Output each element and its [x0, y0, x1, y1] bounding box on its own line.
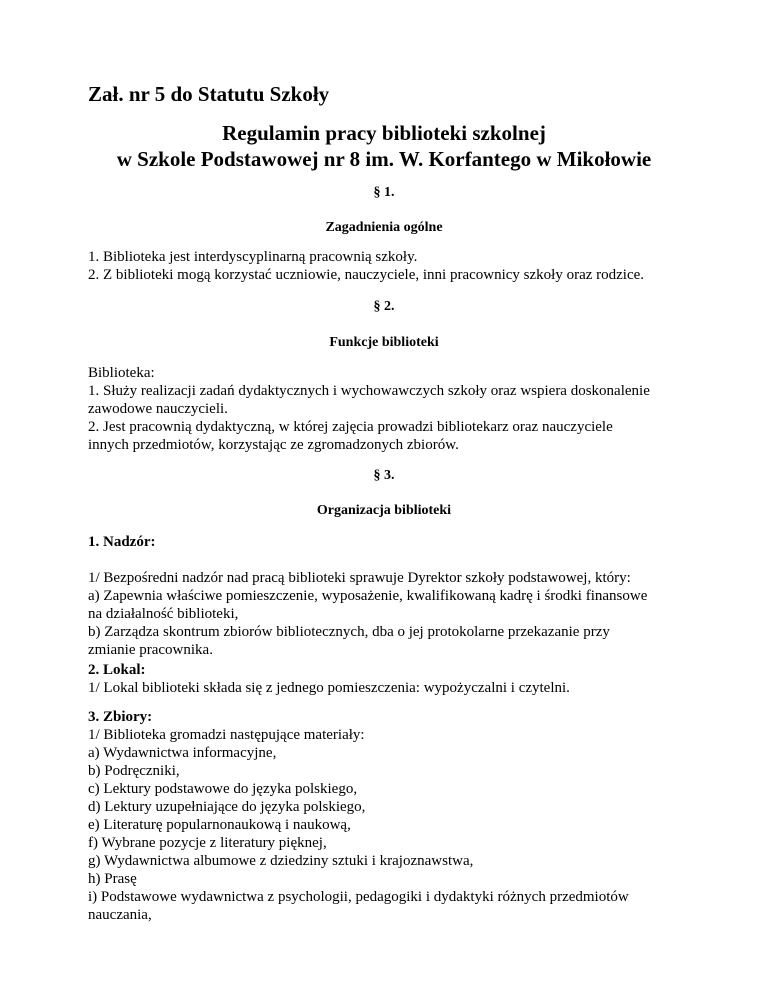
text-line: zmianie pracownika. — [88, 642, 213, 658]
section-3-symbol: § 3. — [373, 468, 395, 483]
list-item: e) Literaturę popularnonaukową i naukową, — [88, 817, 351, 833]
section-1-text — [88, 248, 688, 284]
list-item: c) Lektury podstawowe do języka polskiego, — [88, 781, 358, 797]
title-line-2: w Szkole Podstawowej nr 8 im. W. Korfantego w Mikołowie — [116, 147, 652, 171]
text-line: 1. Biblioteka jest interdyscyplinarną pracownią szkoły. — [88, 249, 418, 265]
section-1-heading: Zagadnienia ogólne — [325, 220, 443, 235]
list-item: nauczania, — [88, 907, 152, 923]
attachment-label: Zał. nr 5 do Statutu Szkoły — [88, 82, 330, 106]
text-line: zawodowe nauczycieli. — [88, 401, 228, 417]
section-1-symbol: § 1. — [373, 185, 395, 200]
list-item: f) Wybrane pozycje z literatury pięknej, — [88, 835, 327, 851]
section-2-text — [88, 364, 688, 454]
text-line: Biblioteka: — [88, 365, 155, 381]
list-item: g) Wydawnictwa albumowe z dziedziny sztuki i krajoznawstwa, — [88, 853, 474, 869]
list-item: d) Lektury uzupełniające do języka polskiego, — [88, 799, 366, 815]
title-line-1: Regulamin pracy biblioteki szkolnej — [222, 121, 546, 145]
list-item: b) Podręczniki, — [88, 763, 180, 779]
zbiory-text — [88, 726, 688, 924]
section-2-symbol: § 2. — [373, 299, 395, 314]
text-line: b) Zarządza skontrum zbiorów bibliotecznych, dba o jej protokolarne przekazanie przy — [88, 624, 610, 640]
text-line: 1/ Biblioteka gromadzi następujące materiały: — [88, 727, 365, 743]
text-line: na działalność biblioteki, — [88, 606, 239, 622]
text-line: 1. Służy realizacji zadań dydaktycznych i wychowawczych szkoły oraz wspiera doskonalenie — [88, 383, 650, 399]
text-line: a) Zapewnia właściwe pomieszczenie, wyposażenie, kwalifikowaną kadrę i środki finansowe — [88, 588, 648, 604]
text-line: 2. Z biblioteki mogą korzystać uczniowie, nauczyciele, inni pracownicy szkoły oraz rodzice. — [88, 267, 645, 283]
list-item: i) Podstawowe wydawnictwa z psychologii, pedagogiki i dydaktyki różnych przedmiotów — [88, 889, 629, 905]
document-title — [60, 120, 708, 172]
text-line: 2. Jest pracownią dydaktyczną, w której zajęcia prowadzi bibliotekarz oraz nauczyciele — [88, 419, 613, 435]
nadzor-text — [88, 569, 688, 659]
lokal-text — [88, 679, 688, 697]
section-3-heading: Organizacja biblioteki — [316, 503, 452, 518]
section-2-heading: Funkcje biblioteki — [329, 335, 439, 350]
zbiory-heading: 3. Zbiory: — [88, 709, 153, 725]
text-line: 1/ Lokal biblioteki składa się z jednego pomieszczenia: wypożyczalni i czytelni. — [88, 680, 570, 696]
lokal-heading: 2. Lokal: — [88, 662, 146, 678]
text-line: 1/ Bezpośredni nadzór nad pracą biblioteki sprawuje Dyrektor szkoły podstawowej, który: — [88, 570, 631, 586]
text-line: innych przedmiotów, korzystając ze zgromadzonych zbiorów. — [88, 437, 459, 453]
list-item: a) Wydawnictwa informacyjne, — [88, 745, 277, 761]
nadzor-heading: 1. Nadzór: — [88, 534, 156, 550]
list-item: h) Prasę — [88, 871, 137, 887]
